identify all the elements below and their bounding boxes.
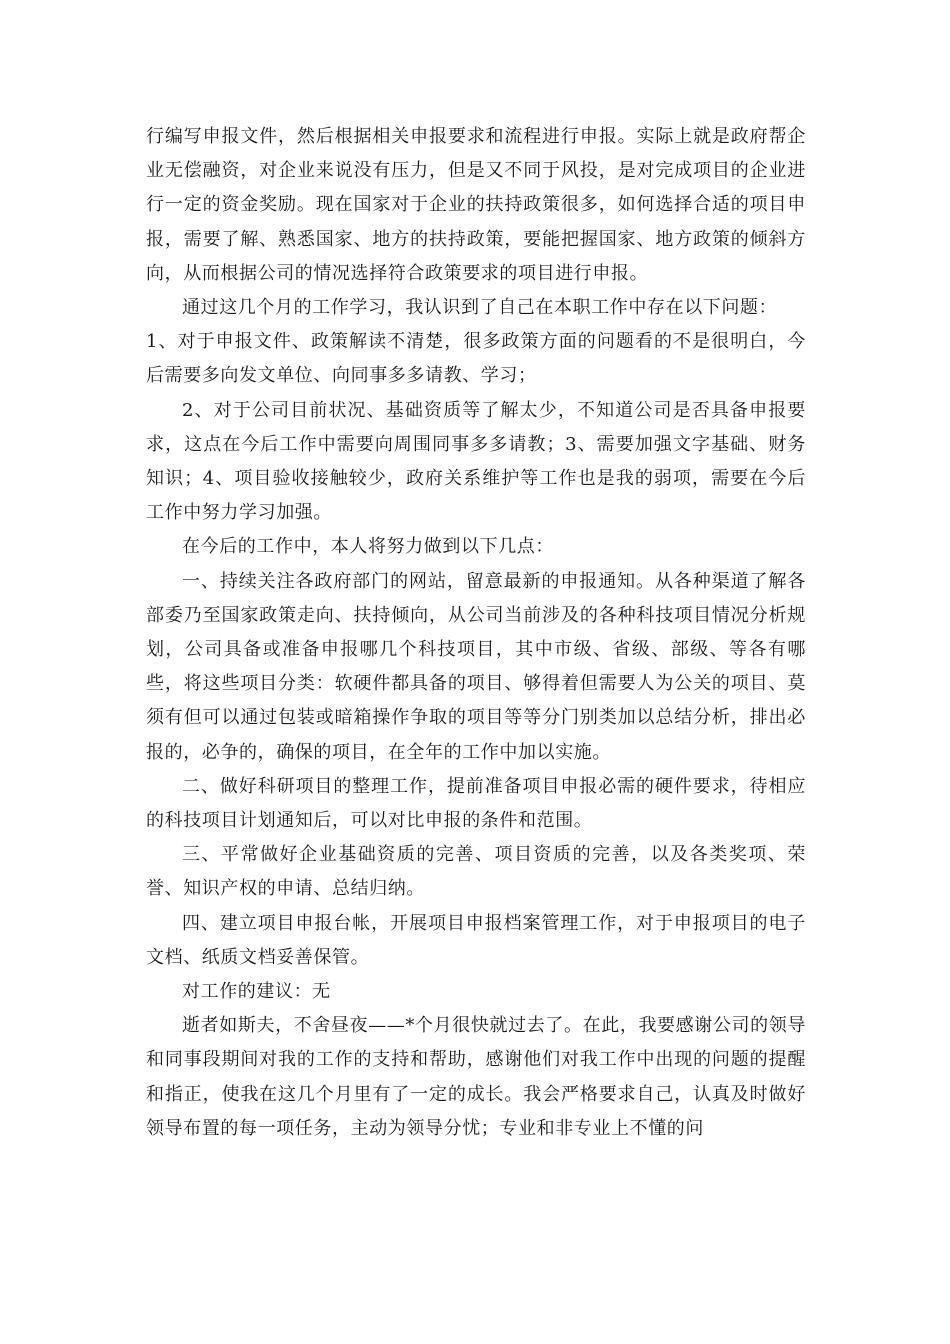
paragraph-plan-2: 二、做好科研项目的整理工作，提前准备项目申报必需的硬件要求，待相应的科技项目计划通知后，可以对比申报的条件和范围。 (146, 775, 806, 832)
paragraph-plan-4: 四、建立项目申报台帐，开展项目申报档案管理工作，对于申报项目的电子文档、纸质文档妥善保管。 (146, 912, 806, 968)
paragraph-funding-intro: 行编写申报文件，然后根据相关申报要求和流程进行申报。实际上就是政府帮企业无偿融资，对企业来说没有压力，但是又不同于风投，是对完成项目的企业进行一定的资金奖励。现在国家对于企业的扶持政策很多，如何选择合适的项目申报，需要了解、熟悉国家、地方的扶持政策，要能把握国家、地方政策的倾斜方向，从而根据公司的情况选择符合政策要求的项目进行申报。 (146, 126, 806, 284)
paragraph-problem-1: 1、对于申报文件、政策解读不清楚，很多政策方面的问题看的不是很明白，今后需要多向发文单位、向同事多多请教、学习； (146, 331, 806, 387)
paragraph-plan-3: 三、平常做好企业基础资质的完善、项目资质的完善，以及各类奖项、荣誉、知识产权的申请、总结归纳。 (146, 844, 806, 900)
paragraph-plans-intro: 在今后的工作中，本人将努力做到以下几点： (182, 536, 554, 558)
document-body (146, 120, 806, 1146)
paragraph-plan-1: 一、持续关注各政府部门的网站，留意最新的申报通知。从各种渠道了解各部委乃至国家政策走向、扶持倾向，从公司当前涉及的各种科技项目情况分析规划，公司具备或准备申报哪几个科技项目，其中市级、省级、部级、等各有哪些，将这些项目分类：软硬件都具备的项目、够得着但需要人为公关的项目、莫须有但可以通过包装或暗箱操作争取的项目等等分门别类加以总结分析，排出必报的，必争的，确保的项目，在全年的工作中加以实施。 (146, 570, 806, 763)
paragraph-closing: 逝者如斯夫，不舍昼夜——*个月很快就过去了。在此，我要感谢公司的领导和同事段期间对我的工作的支持和帮助，感谢他们对我工作中出现的问题的提醒和指正，使我在这几个月里有了一定的成长。我会严格要求自己，认真及时做好领导布置的每一项任务，主动为领导分忧；专业和非专业上不懂的问 (146, 1015, 806, 1139)
paragraph-problem-2-4: 2、对于公司目前状况、基础资质等了解太少，不知道公司是否具备申报要求，这点在今后工作中需要向周围同事多多请教；3、需要加强文字基础、财务知识；4、项目验收接触较少，政府关系维护等工作也是我的弱项，需要在今后工作中努力学习加强。 (146, 399, 806, 524)
paragraph-suggestions: 对工作的建议：无 (182, 981, 331, 1003)
paragraph-problems-intro: 通过这几个月的工作学习，我认识到了自己在本职工作中存在以下问题： (182, 297, 778, 319)
